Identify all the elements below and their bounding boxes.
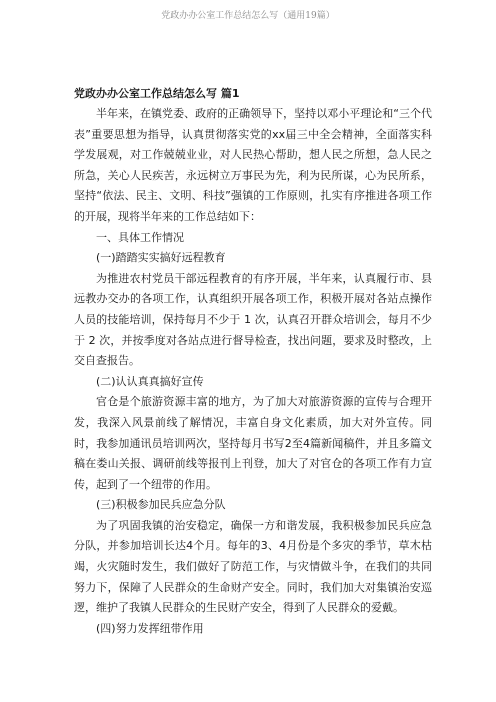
document-title: 党政办办公室工作总结怎么写 篇1 bbox=[74, 87, 240, 100]
subsection-heading-publicity: (二)认认真真搞好宣传 bbox=[96, 374, 204, 388]
subsection-heading-remote-education: (一)踏踏实实搞好远程教育 bbox=[96, 251, 226, 265]
section-heading-work-status: 一、具体工作情况 bbox=[96, 230, 184, 244]
paragraph-militia: 为了巩固我镇的治安稳定，确保一方和谐发展，我积极参加民兵应急分队，并参加培训长达4个月。每年的3、4月份是个多灾的季节，草木枯竭，火灾随时发生，我们做好了防范工作，与灾情做斗争，在我们的共同努力下，保障了人民群众的生命财产安全。同时，我们加大对集镇治安巡逻，维护了我镇人民群众的生民财产安全，得到了人民群众的爱戴。 bbox=[74, 518, 432, 615]
paragraph-intro: 半年来，在镇党委、政府的正确领导下，坚持以邓小平理论和“三个代表”重要思想为指导，认真贯彻落实党的xx届三中全会精神，全面落实科学发展观，对工作兢兢业业，对人民热心帮助，想人民之所想，急人民之所急，关心人民疾苦，永远树立万事民为先，利为民所谋，心为民所系，坚持“依法、民主、文明、科技”强镇的工作原则，扎实有序推进各项工作的开展，现将半年来的工作总结如下： bbox=[74, 107, 432, 223]
paragraph-remote-education: 为推进农村党员干部远程教育的有序开展，半年来，认真履行市、县远教办交办的各项工作，认真组织开展各项工作，积极开展对各站点操作人员的技能培训，保持每月不少于 1 次，认真召开群众培训会，每月不少于 2 次，并按季度对各站点进行督导检查，找出问题，要求及时整改，上交自查报告。 bbox=[74, 271, 432, 368]
document-body bbox=[74, 84, 432, 639]
page-header: 党政办办公室工作总结怎么写（通用19篇） bbox=[161, 11, 335, 21]
paragraph-publicity: 官仓是个旅游资源丰富的地方，为了加大对旅游资源的宣传与合理开发，我深入风景前线了解情况，丰富自身文化素质，加大对外宣传。同时，我参加通讯员培训两次，坚持每月书写2至4篇新闻稿件，并且多篇文稿在娄山关报、调研前线等报刊上刊登，加大了对官仓的各项工作有力宣传，起到了一个纽带的作用。 bbox=[74, 395, 432, 491]
subsection-heading-liaison: (四)努力发挥纽带作用 bbox=[96, 621, 204, 635]
subsection-heading-militia: (三)积极参加民兵应急分队 bbox=[96, 498, 226, 512]
